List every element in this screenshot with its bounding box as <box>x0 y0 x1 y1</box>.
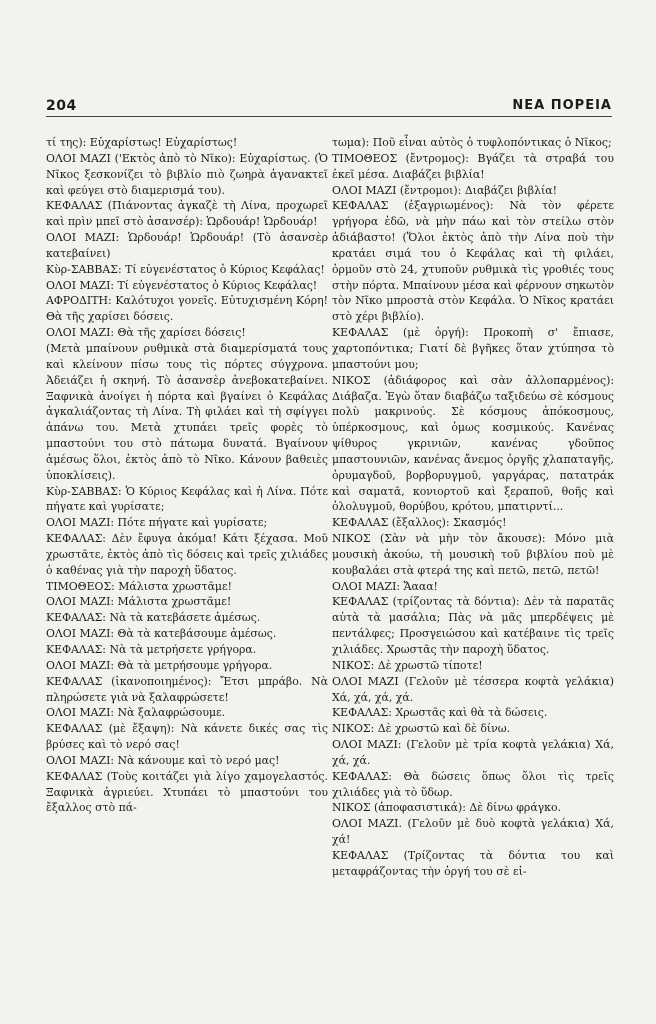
paragraph: ΚΕΦΑΛΑΣ (ἐξαγριωμένος): Νὰ τὸν φέρετε γρήγορα ἐδῶ, νὰ μὴν πάω καὶ τὸν στείλω στὸν ἀδιάβαστο! (Ὅλοι ἐκτὸς ἀπὸ τὴν Λίνα ποὺ τὴν κρατάει σιμά του ὁ Κεφάλας καὶ τὴ φιλάει, ὁρμοῦν στὸ 24, χτυποῦν ρυθμικὰ τὶς γροθιές τους στὴν πόρτα. Μπαίνουν μέσα καὶ φέρνουν σηκωτὸν τὸν Νῖκο μπροστὰ στὸν Κεφάλα. Ὁ Νῖκος κρατάει στὸ χέρι βιβλίο). <box>332 199 614 324</box>
paragraph: ΝΙΚΟΣ (ἀποφασιστικά): Δὲ δίνω φράγκο. <box>332 801 562 815</box>
paragraph: τωμα): Ποῦ εἶναι αὐτὸς ὁ τυφλοπόντικας ὁ Νῖκος; <box>332 136 612 149</box>
paragraph: ΚΕΦΑΛΑΣ: Νὰ τὰ μετρήσετε γρήγορα. <box>46 643 257 656</box>
paragraph: ΟΛΟΙ ΜΑΖΙ: Μάλιστα χρωστᾶμε! <box>46 595 232 609</box>
paragraph: ΟΛΟΙ ΜΑΖΙ: Ἄααα! <box>332 579 438 593</box>
paragraph: ΟΛΟΙ ΜΑΖΙ: Θὰ τὰ μετρήσουμε γρήγορα. <box>46 658 273 672</box>
paragraph: ΚΕΦΑΛΑΣ (μὲ ὀργή): Προκοπὴ σ' ἔπιασε, χαρτοπόντικα; Γιατί δὲ βγῆκες ὅταν χτύπησα τὸ μπαστούνι μου; <box>332 326 614 371</box>
paragraph: ΚΕΦΑΛΑΣ: Δὲν ἔφυγα ἀκόμα! Κάτι ξέχασα. Μοῦ χρωστᾶτε, ἐκτὸς ἀπὸ τὶς δόσεις καὶ τρεῖς χιλιάδες ὁ καθένας γιὰ τὴν παροχὴ ὕδατος. <box>46 532 328 577</box>
paragraph: Κὺρ-ΣΑΒΒΑΣ: Ὁ Κύριος Κεφάλας καὶ ἡ Λίνα. Πότε πήγατε καὶ γυρίσατε; <box>46 484 328 514</box>
paragraph: ΟΛΟΙ ΜΑΖΙ: Νὰ κάνουμε καὶ τὸ νερό μας! <box>46 753 280 767</box>
paragraph: ΟΛΟΙ ΜΑΖΙ: Πότε πήγατε καὶ γυρίσατε; <box>46 516 268 530</box>
page-number: 204 <box>46 98 77 114</box>
paragraph: ΝΙΚΟΣ: Δὲ χρωστῶ τίποτε! <box>332 658 483 672</box>
paragraph: τί της): Εὐχαρίστως! Εὐχαρίστως! <box>46 136 238 149</box>
paragraph: ΝΙΚΟΣ (Σὰν νὰ μὴν τὸν ἄκουσε): Μόνο μιὰ μουσικὴ ἀκούω, τὴ μουσικὴ τοῦ βιβλίου ποὺ μὲ κουβαλάει στὰ φτερά της καὶ πετῶ, πετῶ, πετῶ! <box>332 532 614 577</box>
paragraph: ΚΕΦΑΛΑΣ: Νὰ τὰ κατεβάσετε ἀμέσως. <box>46 611 261 625</box>
paragraph: (Μετὰ μπαίνουν ρυθμικὰ στὰ διαμερίσματά τους καὶ κλείνουν πίσω τους τὶς πόρτες σύγχρονα. Ἀδειάζει ἡ σκηνή. Τὸ ἀσανσὲρ ἀνεβοκατεβαίνει. Ξαφνικὰ ἀνοίγει ἡ πόρτα καὶ βγαίνει ὁ Κεφάλας ἀγκαλιάζοντας τὴ Λίνα. Τὴ φιλάει καὶ τὴ σφίγγει ἀπάνω του. Μετὰ χτυπάει τρεῖς φορὲς τὸ μπαστούνι του στὸ πάτωμα δυνατά. Βγαίνουν ἀμέσως ὅλοι, ἐκτὸς ἀπὸ τὸ Νῖκο. Κάνουν βαθειὲς ὑποκλίσεις). <box>46 341 328 482</box>
paragraph: ΚΕΦΑΛΑΣ: Θὰ δώσεις ὅπως ὅλοι τὶς τρεῖς χιλιάδες γιὰ τὸ ὕδωρ. <box>332 769 614 799</box>
paragraph: ΚΕΦΑΛΑΣ: Χρωστᾶς καὶ θὰ τὰ δώσεις. <box>332 706 548 720</box>
page-header <box>46 92 612 117</box>
paragraph: ΟΛΟΙ ΜΑΖΙ: Τί εὐγενέστατος ὁ Κύριος Κεφάλας! <box>46 278 318 292</box>
paragraph: ΟΛΟΙ ΜΑΖΙ. (Γελοῦν μὲ δυὸ κοφτὰ γελάκια) Χά, χά! <box>332 817 614 847</box>
paragraph: ΟΛΟΙ ΜΑΖΙ: Νὰ ξαλαφρώσουμε. <box>46 706 226 720</box>
paragraph: ΚΕΦΑΛΑΣ (ἔξαλλος): Σκασμός! <box>332 516 507 530</box>
paragraph: ΑΦΡΟΔΙΤΗ: Καλότυχοι γονεῖς. Εὐτυχισμένη Κόρη! Θὰ τῆς χαρίσει δόσεις. <box>46 294 328 324</box>
paragraph: ΝΙΚΟΣ (ἀδιάφορος καὶ σὰν ἀλλοπαρμένος): Διάβαζα. Ἐγὼ ὅταν διαβάζω ταξιδεύω σὲ κόσμους πολὺ μακρινούς. Σὲ κόσμους ἀπόκοσμους, ὑπέρκοσμους, καὶ ὁμως κοσμικούς. Κανένας ψίθυρος γκρινιῶν, κανένας γδοῦπος μπαστουνιῶν, κανένας ἄνεμος ὀργῆς χλαπαταγῆς, ὀρυμαγδοῦ, βορβορυγμοῦ, γαργάρας, πατατράκ καὶ σαματᾶ, κονιορτοῦ καὶ ξεραποῦ, θοῆς καὶ ὀλολυγμοῦ, θορύβου, κρότου, μπατιρντί... <box>332 373 614 514</box>
paragraph: Κὺρ-ΣΑΒΒΑΣ: Τί εὐγενέστατος ὁ Κύριος Κεφάλας! <box>46 262 325 276</box>
paragraph: ΟΛΟΙ ΜΑΖΙ: Θὰ τὰ κατεβάσουμε ἀμέσως. <box>46 627 277 641</box>
paragraph: ΝΙΚΟΣ: Δὲ χρωστῶ καὶ δὲ δίνω. <box>332 722 511 736</box>
paragraph: ΟΛΟΙ ΜΑΖΙ: (Γελοῦν μὲ τρία κοφτὰ γελάκια) Χά, χά, χά. <box>332 738 614 767</box>
paragraph: ΤΙΜΟΘΕΟΣ (ἔντρομος): Βγάζει τὰ στραβά του ἐκεῖ μέσα. Διαβάζει βιβλία! <box>332 151 614 181</box>
paragraph: ΟΛΟΙ ΜΑΖΙ ('Εκτὸς ἀπὸ τὸ Νῖκο): Εὐχαρίστως. (Ὁ Νῖκος ξεσκονίζει τὸ βιβλίο πιὸ ζωηρὰ ἀγανακτεῖ καὶ φεύγει στὸ διαμερισμά του). <box>46 151 328 197</box>
right-column <box>332 135 614 880</box>
paragraph: ΚΕΦΑΛΑΣ (Πιάνοντας ἀγκαζὲ τὴ Λίνα, προχωρεῖ καὶ πρὶν μπεῖ στὸ ἀσανσέρ): Ὡρδουάρ! Ὡρδουάρ! <box>46 199 328 229</box>
paragraph: ΚΕΦΑΛΑΣ (Τοὺς κοιτάζει γιὰ λίγο χαμογελαστός. Ξαφνικὰ ἀγριεύει. Χτυπάει τὸ μπαστούνι του ἔξαλλος στὸ πά- <box>46 769 328 815</box>
paragraph: ΚΕΦΑΛΑΣ (Τρίζοντας τὰ δόντια του καὶ μεταφράζοντας τὴν ὀργή του σὲ εἰ- <box>332 848 614 878</box>
paragraph: ΟΛΟΙ ΜΑΖΙ: Θὰ τῆς χαρίσει δόσεις! <box>46 326 246 340</box>
running-head: ΝΕΑ ΠΟΡΕΙΑ <box>512 98 612 113</box>
paragraph: ΚΕΦΑΛΑΣ (μὲ ἔξαψη): Νὰ κάνετε δικές σας τὶς βρύσες καὶ τὸ νερό σας! <box>46 722 328 752</box>
left-column <box>46 135 328 816</box>
paragraph: ΤΙΜΟΘΕΟΣ: Μάλιστα χρωστᾶμε! <box>46 579 233 593</box>
paragraph: ΟΛΟΙ ΜΑΖΙ (Γελοῦν μὲ τέσσερα κοφτὰ γελάκια) Χά, χά, χά, χά. <box>332 674 614 704</box>
paragraph: ΚΕΦΑΛΑΣ (τρίζοντας τὰ δόντια): Δὲν τὰ παρατᾶς αὐτὰ τὰ μασάλια; Πὰς νὰ μᾶς μπερδέψεις μὲ πεντάλφες; Προσγειώσου καὶ κατέβαινε τὶς τρεῖς χιλιάδες. Χρωστᾶς τὴν παροχὴ ὕδατος. <box>332 595 614 656</box>
paragraph: ΟΛΟΙ ΜΑΖΙ (ἔντρομοι): Διαβάζει βιβλία! <box>332 183 557 197</box>
paragraph: ΚΕΦΑΛΑΣ (ἱκανοποιημένος): Ἔτσι μπράβο. Νὰ πληρώσετε γιὰ νὰ ξαλαφρώσετε! <box>46 674 328 704</box>
paragraph: ΟΛΟΙ ΜΑΖΙ: Ὡρδουάρ! Ὡρδουάρ! (Τὸ ἀσανσὲρ κατεβαίνει) <box>46 231 328 260</box>
